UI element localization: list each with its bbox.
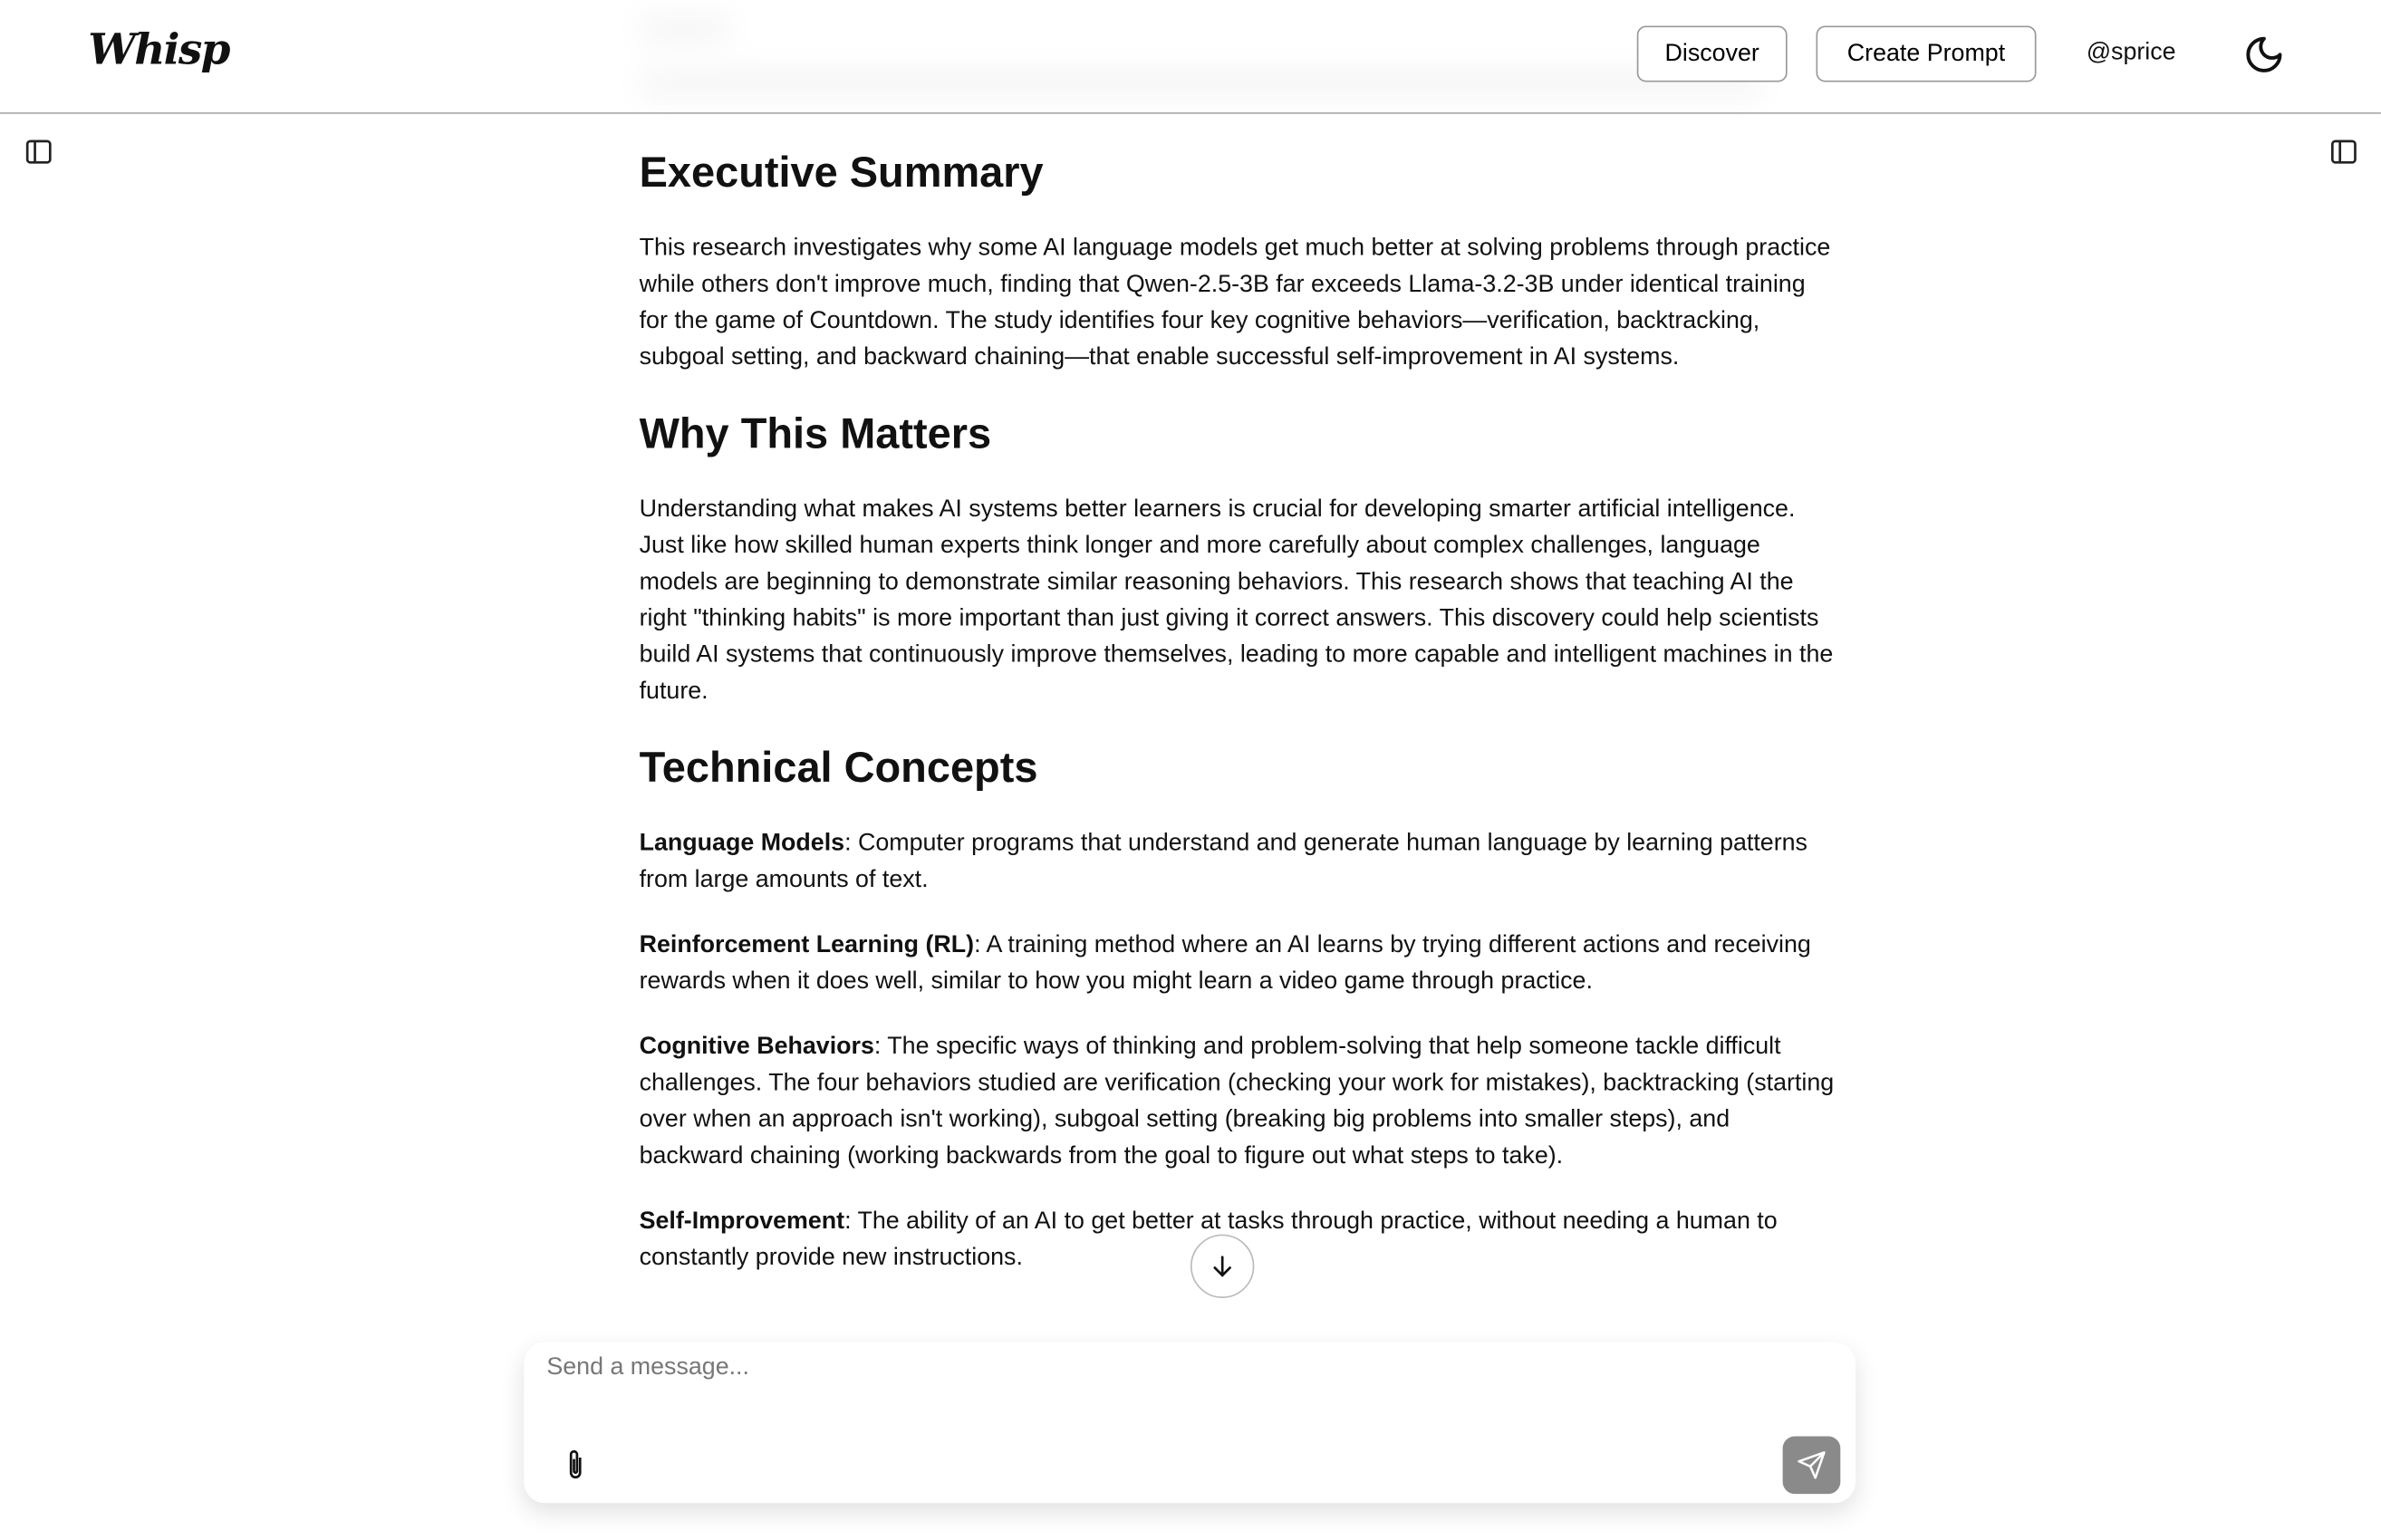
logo[interactable]: Whisp — [88, 24, 229, 75]
concept-item — [640, 826, 1839, 899]
user-menu[interactable]: @sprice — [2086, 39, 2176, 66]
discover-button[interactable]: Discover — [1637, 25, 1788, 82]
message-input[interactable]: Send a message... — [546, 1353, 749, 1381]
section-heading: Why This Matters — [639, 409, 992, 457]
send-button[interactable] — [1783, 1436, 1841, 1494]
concept-item — [640, 1029, 1839, 1175]
arrow-down-icon — [1210, 1254, 1235, 1278]
message-composer — [524, 1343, 1856, 1504]
section-paragraph: This research investigates why some AI language models get much better at solving problems through practice while others don't improve much, finding that Qwen-2.5-3B far exceeds Llama-3.2-3B under identical training for the game of Countdown. The study identifies four key cognitive behaviors—verification, backtracking, subgoal setting, and backward chaining—that enable successful self-improvement in AI systems. — [639, 235, 1831, 371]
section-heading: Executive Summary — [639, 149, 1044, 197]
concept-term: Self-Improvement — [639, 1208, 845, 1235]
create-prompt-button[interactable]: Create Prompt — [1816, 25, 2036, 82]
concept-definition: : The specific ways of thinking and problem-solving that help someone tackle difficult challenges. The four behaviors studied are verification (checking your work for mistakes), backtracking (starting over when an approach isn't working), subgoal setting (breaking big problems into smaller steps), and backward chaining (working backwards from the goal to figure out what steps to take). — [639, 1034, 1835, 1169]
scroll-to-bottom-button[interactable] — [1190, 1235, 1254, 1298]
paperclip-icon[interactable] — [564, 1449, 588, 1482]
section-heading: Technical Concepts — [639, 744, 1038, 792]
concept-term: Reinforcement Learning (RL) — [639, 932, 975, 958]
section-paragraph: Understanding what makes AI systems better learners is crucial for developing smarter artificial intelligence. Just like how skilled human experts think longer and more carefully about complex challenges, language models are beginning to demonstrate similar reasoning behaviors. This research shows that teaching AI the right "thinking habits" is more important than just giving it correct answers. This discovery could help scientists build AI systems that continuously improve themselves, leading to more capable and intelligent machines in the future. — [639, 496, 1834, 705]
concept-term: Language Models — [639, 830, 845, 857]
right-panel-toggle-icon[interactable] — [2331, 140, 2357, 164]
top-nav — [0, 0, 2381, 114]
concept-definition: : Computer programs that understand and generate human language by learning patterns from large amounts of text. — [639, 830, 1807, 893]
send-icon — [1797, 1450, 1827, 1481]
message-content — [640, 0, 1839, 1343]
concept-definition: : A training method where an AI learns by trying different actions and receiving rewards when it does well, similar to how you might learn a video game through practice. — [639, 932, 1811, 995]
concept-item — [640, 928, 1839, 1000]
concept-term: Cognitive Behaviors — [639, 1034, 874, 1060]
sidebar-toggle-icon[interactable] — [25, 140, 51, 164]
concept-definition: : The ability of an AI to get better at tasks through practice, without needing a human to constantly provide new instructions. — [639, 1208, 1778, 1271]
moon-icon[interactable] — [2242, 34, 2285, 76]
